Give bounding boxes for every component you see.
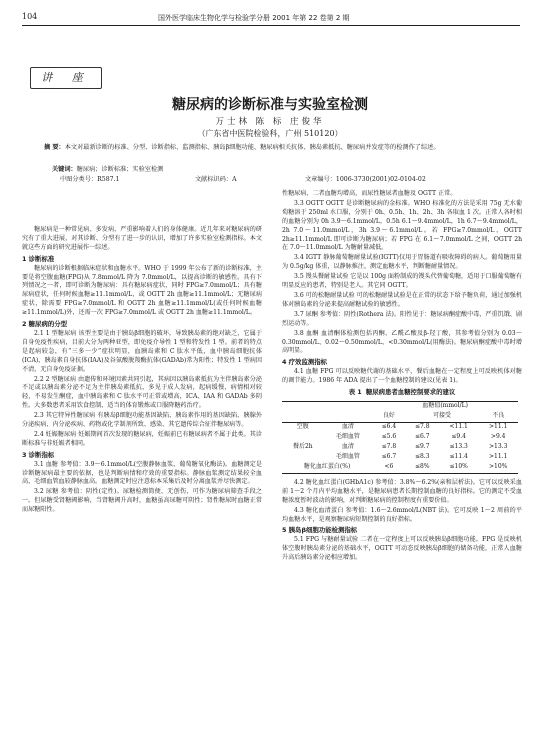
- cell-value: ≤7.8: [414, 423, 430, 431]
- cell-value: >13.3: [489, 443, 508, 451]
- cell-value: ≤5.6: [381, 433, 397, 441]
- cell-value: >9.4: [490, 433, 506, 441]
- column-poor: 不良: [478, 412, 518, 423]
- keywords-text: 糖尿病；诊断标准；实验室检测: [76, 166, 164, 173]
- table-header-row: [282, 401, 518, 412]
- paragraph-4-2: 4.2 糖化血红蛋白(GHbA1c) 参考值：3.8%～6.2%(亲和层析法)。它可以反映采血前 1～2 个月内平均血糖水平，是糖尿病患者长期控制血糖的良好指标。它的测定不受血糖浓度暂时波动的影响，对判断糖尿病的控制程度有重要价值。: [282, 478, 522, 504]
- keywords-label: 关键词：: [52, 166, 77, 173]
- row-specimen: 毛细血管: [335, 433, 360, 441]
- row-specimen: 血清: [341, 443, 354, 451]
- paragraph-3-3: 3.3 OGTT OGTT 是诊断糖尿病的金标准。WHO 标准化的方法是采用 75g 无水葡萄糖溶于 250ml 水口服，分别于 0h、0.5h、1h、2h、3h 各取血 1 次。正常人各时相的血糖分别为 0h 3.9～6.1mmol/L，0.5h 6.1～9.4mmol/L，1h 6.7～9.4mmol/L，2h 7.0～11.0mmol/L，3h 3.9～6.1mmol/L。若 FPG≥7.0mmol/L，OGTT 2h≥11.1mmol/L 即可诊断为糖尿病；若 FPG 在 6.1～7.0mmol/L 之间，OGTT 2h 在 7.0～11.0mmol/L 为糖耐量减低。: [282, 199, 522, 252]
- table-row: [282, 422, 518, 433]
- cell-value: ≤8%: [406, 463, 439, 474]
- journal-line: 国外医学临床生物化学与检验学分册 2001 年第 22 卷第 2 期: [158, 14, 350, 22]
- running-header: [22, 10, 520, 26]
- paragraph-2-1: 2.1 1 型糖尿病 该型主要是由于胰岛β细胞的破坏，导致胰岛素的绝对缺乏，它属于自身免疫性疾病，目前大分为两种亚型，即免疫介导性 1 型和特发性 1 型。前者的特点是起病较急，有“三多一少”症状明显，血胰岛素和 C 肽水平低，血中胰岛细胞抗体(ICA)、胰岛素自身抗体(IAA)及谷氨酸脱羧酶抗体(GADAb)常为阳性；特发性 1 型病因不清，无自身免疫证据。: [22, 329, 262, 373]
- heading-1: 1 诊断标准: [22, 254, 55, 263]
- cell-value: <6: [372, 463, 405, 474]
- affiliation: （广东省中医院检验科，广州 510120）: [197, 129, 343, 138]
- paragraph-4-3: 4.3 糖化血清蛋白 参考值：1.6～2.6mmol/L(NBT 法)。它可反映 1～2 周前的平均血糖水平，是观察糖尿病短期控制的良好指标。: [282, 506, 522, 523]
- paragraph-1: 糖尿病的诊断根据临床症状和血糖水平。WHO 于 1999 年公布了新的诊断标准，主要是将空腹血糖(FPG)从 7.8mmol/L 降为 7.0mmol/L，以提高诊断的敏感性。具有下列情况之一者，即可诊断为糖尿病：具有糖尿病症状，同时 FPG≥7.0mmol/L；具有糖尿病症状，任何时候血糖≥11.1mmol/L，或 OGTT 2h 血糖≥11.1mmol/L；无糖尿病症状，除需要 FPG≥7.0mmol/L 和 OGTT 2h 血糖≥11.1mmol/L(或任何时候血糖≥11.1mmol/L)外，还需一次 FPG≥7.0mmol/L 或 OGTT 2h 血糖≥11.1mmol/L。: [22, 264, 262, 317]
- table-subheader-row: [282, 412, 518, 423]
- paragraph-3-2: 3.2 尿糖 参考值：阴性(定性)。尿糖检测简便、无创伤，可作为糖尿病筛查手段之一。但尿糖受肾糖阈影响，当肾糖阈升高时，血糖虽高尿糖可阴性；肾性糖尿时血糖正常而尿糖阳性。: [22, 488, 262, 514]
- cell-value: ≤6.4: [381, 423, 397, 431]
- cell-value: ≤13.3: [449, 443, 468, 451]
- cell-value: ≤6.7: [414, 433, 430, 441]
- header-rule: [22, 25, 520, 26]
- table-row: [282, 463, 518, 474]
- abstract: [44, 143, 504, 152]
- row-group: 餐后2h: [292, 443, 313, 451]
- keywords: [52, 164, 163, 173]
- row-group: 空腹: [296, 423, 309, 431]
- cell-value: ≤6.7: [381, 453, 397, 461]
- row-specimen: 毛细血管: [335, 453, 360, 461]
- table-label: 表 1: [348, 388, 362, 397]
- left-column: [22, 226, 262, 516]
- paragraph-5-1: 5.1 FPG 与糖耐量试验 二者在一定程度上可以反映胰岛β细胞功能。FPG 是反映机体空腹时胰岛素分泌的基础水平，OGTT 可动态反映胰岛β细胞的储备功能，正常人血糖升高后胰岛素分泌相应增加。: [282, 536, 522, 562]
- heading-3: 3 诊断指标: [22, 450, 55, 459]
- row-group: [282, 433, 324, 443]
- section-tag: 讲 座: [30, 67, 102, 89]
- cell-value: ≤8.3: [414, 453, 430, 461]
- page-number: 104: [22, 12, 38, 21]
- row-specimen: 血清: [341, 423, 354, 431]
- paragraph-2-4: 2.4 妊娠糖尿病 妊娠期间首次发现的糖尿病，妊娠前已有糖尿病者不属于此类。其诊断标准与非妊娠者相同。: [22, 430, 262, 447]
- cell-value: ≤9.4: [451, 433, 466, 441]
- article-title: 糖尿病的诊断标准与实验室检测: [172, 97, 368, 113]
- table-row: [282, 433, 518, 443]
- table-caption: [282, 388, 522, 397]
- cell-value: >10%: [478, 463, 518, 474]
- authors: 万士林 陈 标 庄俊华: [215, 117, 325, 127]
- paragraph-3-6: 3.6 可的松糖耐量试验 可的松糖耐量试验是在正常的状态下给予糖负荷，通过加强机体对胰岛素的分泌来提高耐糖试验的敏感性。: [282, 291, 522, 308]
- paragraph-3-7: 3.7 尿酮 参考值：阴性(Rothera 法)。阳性见于：糖尿病酮症酸中毒，严重饥饿、剧烈运动等。: [282, 310, 522, 327]
- row-group: 糖化血红蛋白(%): [282, 463, 372, 474]
- paragraph-3-1: 3.1 血糖 参考值：3.9～6.1mmol/L(空腹静脉血浆，葡萄糖氧化酶法)。血糖测定是诊断糖尿病最主要的依据，也是判断病情和疗效的重要指标。静脉血浆测定结果较全血高，毛细血管血较静脉血高。血糖测定时应注意标本采集后及时分离血浆并尽快测定。: [22, 460, 262, 486]
- right-column: [282, 190, 522, 564]
- intro-paragraph: 糖尿病是一种常见病、多发病，严重影响着人们的身体健康。近几年来对糖尿病的研究有了重大进展，对其诊断、分型有了进一步的认识，增加了许多实验室检测指标。本文就这些方面的研究进展作一综述。: [22, 226, 262, 251]
- paragraph-4-1: 4.1 血糖 FPG 可以反映糖代谢的基础水平，餐后血糖在一定程度上可反映机体对糖的调节能力。1986 年 ADA 提出了一个血糖控制的建议(见表 1)。: [282, 368, 522, 385]
- paragraph-3-8: 3.8 血酮 血清酮体检测包括丙酮、乙酰乙酸及β-羟丁酸，其参考值分别为 0.03～0.30mmol/L、0.02～0.50mmol/L、<0.30mmol/L(用酶法)。糖尿病酮症酸中毒时增高明显。: [282, 329, 522, 355]
- cell-value: ≤7.8: [381, 443, 397, 451]
- article-number: 文章编号：1006-3730(2001)02-0104-02: [305, 176, 426, 183]
- cell-value: ≤10%: [439, 463, 479, 474]
- cell-value: <11.1: [449, 423, 468, 431]
- table-title: 糖尿病患者血糖控制要求的建议: [365, 388, 456, 397]
- document-code: 文献标识码：A: [195, 176, 237, 183]
- abstract-label: 摘 要：: [44, 144, 65, 151]
- clc-number: 中图分类号：R587.1: [60, 176, 120, 183]
- table-group-header: 血糖值(mmol/L): [372, 401, 518, 412]
- column-good: 良好: [372, 412, 405, 423]
- table-row: [282, 453, 518, 463]
- paragraph-2-2: 2.2 2 型糖尿病 由遗传和环境因素共同引起，其病因以胰岛素抵抗为主伴胰岛素分泌不足或以胰岛素分泌不足为主伴胰岛素抵抗，多见于成人发病，起病缓慢，病情相对较轻，不易发生酮症，血中胰岛素和 C 肽水平可正常或增高，ICA、IAA 和 GADAb 多阴性。大多数患者采用饮食控制、适当的体育锻炼或口服降糖药治疗。: [22, 375, 262, 410]
- cell-value: >11.1: [489, 453, 508, 461]
- heading-5: 5 胰岛β细胞功能检测指标: [282, 526, 358, 535]
- table-row: [282, 443, 518, 453]
- cell-value: ≤9.7: [414, 443, 430, 451]
- abstract-text: 本文对最新诊断的标准、分型、诊断指标、监测指标、胰岛β细胞功能、糖尿病相关抗体、胰岛素抵抗、糖尿病并发症等的检测作了综述。: [64, 144, 440, 151]
- paragraph-3-4: 3.4 IGTT 静脉葡萄糖耐量试验(IGTT)仅用于胃肠道有吸收障碍的病人。葡萄糖用量为 0.5g/kg 体重，以静脉推注，测定血糖水平，判断糖耐量情况。: [282, 254, 522, 271]
- continued-paragraph: 性糖尿病、二者血糖均增高，而尿性糖尿者血糖及 OGTT 正常。: [282, 190, 457, 197]
- column-acceptable: 可接受: [406, 412, 479, 423]
- cell-value: >11.1: [489, 423, 508, 431]
- heading-4: 4 疗效监测指标: [282, 358, 328, 367]
- paragraph-2-3: 2.3 其它特异性糖尿病 有胰岛β细胞功能基因缺陷、胰岛素作用的基因缺陷、胰腺外分泌疾病、内分泌疾病、药物或化学制剂所致、感染、其它遗传综合征伴糖尿病等。: [22, 412, 262, 429]
- heading-2: 2 糖尿病的分型: [22, 320, 68, 329]
- cell-value: ≤11.4: [449, 453, 468, 461]
- paragraph-3-5: 3.5 馒头餐耐量试验 它是以 100g 面粉制成的馒头代替葡萄糖，适用于口服葡萄糖有明显反应的患者，特别是老人。其它同 OGTT。: [282, 273, 522, 290]
- glucose-control-table: [282, 401, 518, 474]
- row-group: [282, 453, 324, 463]
